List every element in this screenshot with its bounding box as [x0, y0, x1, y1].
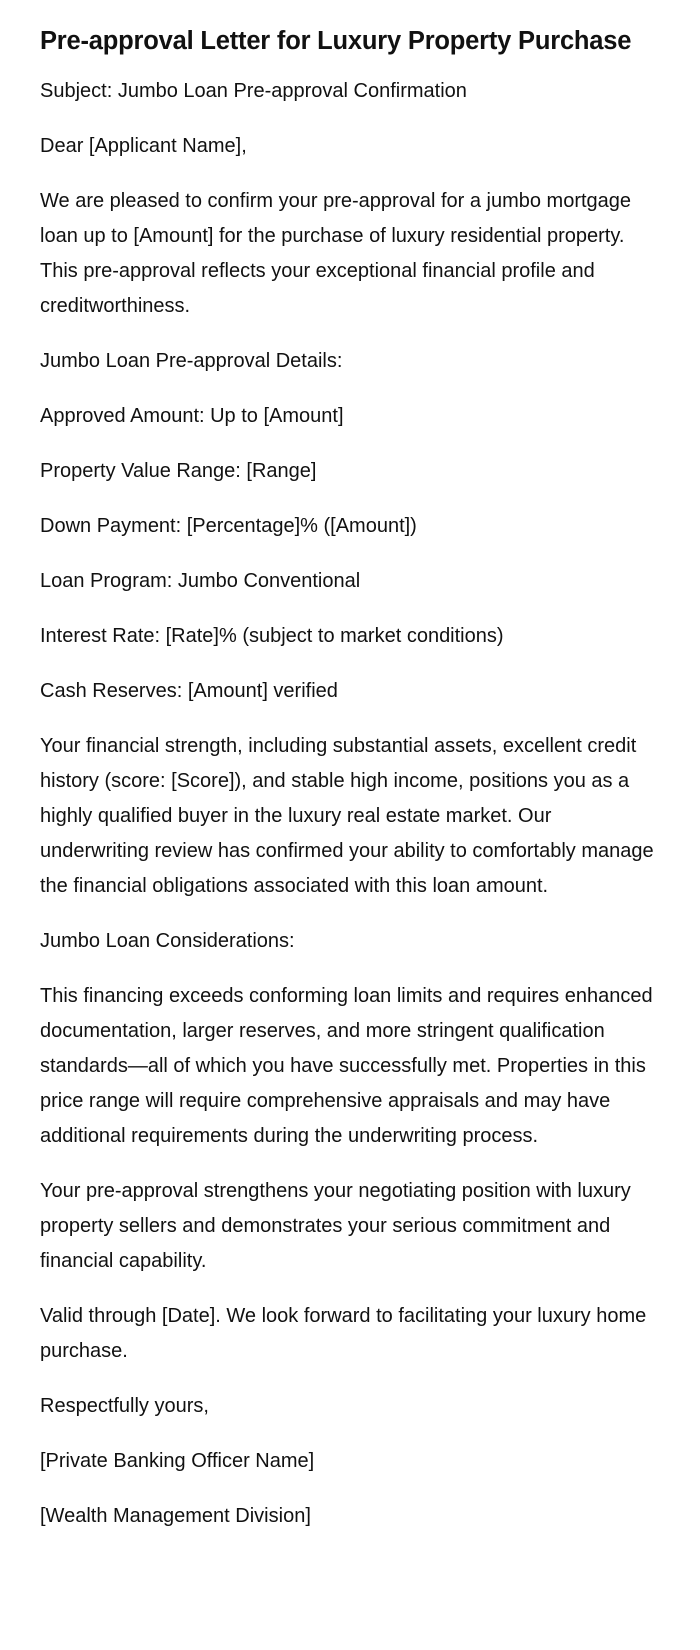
subject-line: Subject: Jumbo Loan Pre-approval Confirmation	[40, 80, 467, 102]
document-title: Pre-approval Letter for Luxury Property Purchase	[40, 27, 632, 55]
validity-paragraph: Valid through [Date]. We look forward to facilitating your luxury home purchase.	[40, 1305, 647, 1362]
details-heading: Jumbo Loan Pre-approval Details:	[40, 350, 343, 372]
signatory-division: [Wealth Management Division]	[40, 1505, 311, 1527]
detail-interest-rate: Interest Rate: [Rate]% (subject to market conditions)	[40, 625, 504, 647]
detail-property-value-range: Property Value Range: [Range]	[40, 460, 317, 482]
considerations-heading: Jumbo Loan Considerations:	[40, 930, 295, 952]
signatory-name: [Private Banking Officer Name]	[40, 1450, 315, 1472]
closing: Respectfully yours,	[40, 1395, 209, 1417]
detail-down-payment: Down Payment: [Percentage]% ([Amount])	[40, 515, 417, 537]
negotiating-paragraph: Your pre-approval strengthens your negotiating position with luxury property sellers and demonstrates your serious commitment and financial capability.	[40, 1180, 631, 1272]
detail-cash-reserves: Cash Reserves: [Amount] verified	[40, 680, 338, 702]
salutation: Dear [Applicant Name],	[40, 135, 247, 157]
detail-approved-amount: Approved Amount: Up to [Amount]	[40, 405, 344, 427]
financial-strength-paragraph: Your financial strength, including substantial assets, excellent credit history (score: [Score]), and stable high income, positions you as a highly qualified buyer in the luxury real estate market. Our underwriting review has confirmed your ability to comfortably manage the financial obligations associated with this loan amount.	[40, 735, 654, 897]
considerations-paragraph: This financing exceeds conforming loan limits and requires enhanced documentation, larger reserves, and more stringent qualification standards—all of which you have successfully met. Properties in this price range will require comprehensive appraisals and may have additional requirements during the underwriting process.	[40, 985, 653, 1147]
detail-loan-program: Loan Program: Jumbo Conventional	[40, 570, 361, 592]
intro-paragraph: We are pleased to confirm your pre-approval for a jumbo mortgage loan up to [Amount] for the purchase of luxury residential property. This pre-approval reflects your exceptional financial profile and creditworthiness.	[40, 190, 632, 317]
